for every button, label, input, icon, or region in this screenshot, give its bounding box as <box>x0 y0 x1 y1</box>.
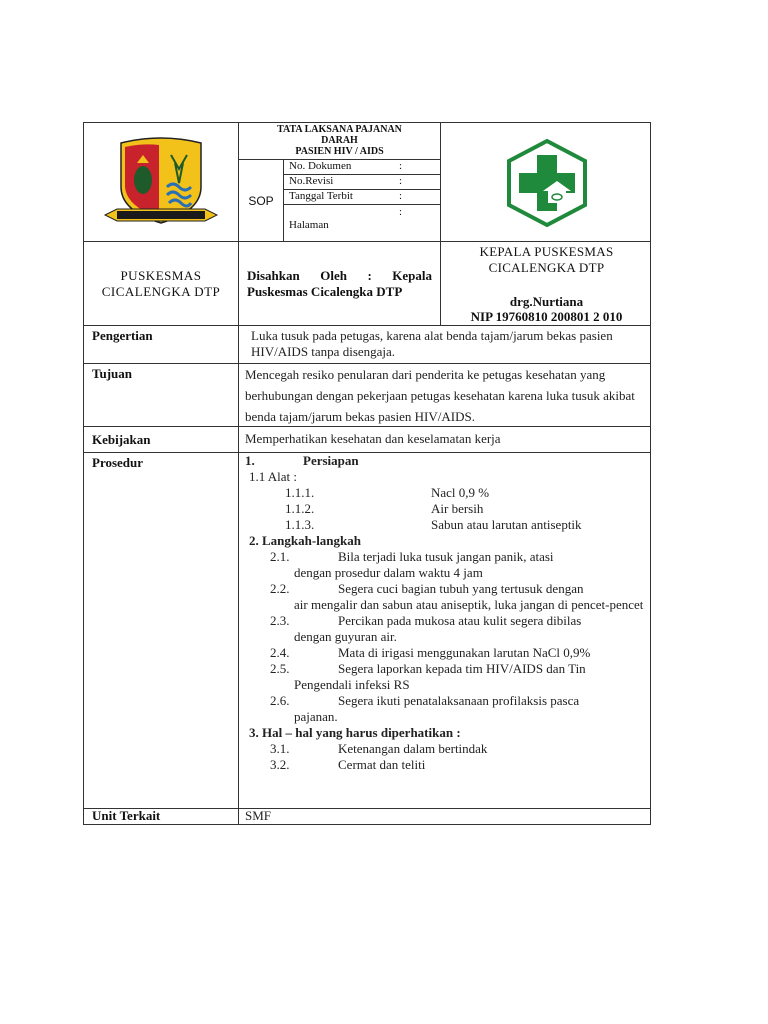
sop-label: SOP <box>239 160 284 242</box>
procedure-steps <box>239 453 652 808</box>
row-prosedur: Prosedur 1. Persiapan 1.1 Alat : 1.1.1. Nacl 0,9 % 1.1.2. Air bersih 1.1.3. Sabun atau larutan antiseptik 2. Langkah-langkah 2.1. Bila terjadi luka tusuk jangan panik, atasi dengan prosedur dalam waktu 4 jam 2.2. Segera cuci bagian tubuh yang tertusuk dengan air mengalir dan sabun atau aniseptik, luka jangan di pencet-pencet 2.3. Percikan pada mukosa atau kulit segera dibilas dengan guyuran air. 2.4. Mata di irigasi menggunakan larutan NaCl 0,9% 2.5. Segera laporkan kepada tim HIV/AIDS dan Tin Pengendali infeksi RS 2.6. Segera ikuti penatalaksanaan profilaksis pasca pajanan. 3. Hal – hal yang harus diperhatikan : 3.1. Ketenangan dalam bertindak 3.2. Cermat dan teliti <box>83 453 651 809</box>
section-hal-diperhatikan: 3. Hal – hal yang harus diperhatikan : <box>249 725 461 740</box>
bandung-regency-crest-icon <box>91 135 231 231</box>
meta-row-no-dokumen: No. Dokumen : <box>284 160 440 175</box>
approval-statement: Disahkan Oleh : Kepala Puskesmas Cicalengka DTP <box>239 242 441 325</box>
list-item: 2.6. Segera ikuti penatalaksanaan profilaksis pasca pajanan. <box>270 693 580 724</box>
head-nip: NIP 19760810 200801 2 010 <box>470 309 623 324</box>
list-item: 3.2. Cermat dan teliti <box>270 757 426 772</box>
approval-row <box>83 242 651 326</box>
list-item: 1.1.2. Air bersih <box>285 501 484 516</box>
sop-document <box>83 122 651 825</box>
meta-row-tanggal-terbit: Tanggal Terbit : <box>284 190 440 205</box>
head-signature: KEPALA PUSKESMAS CICALENGKA DTP drg.Nurtiana NIP 19760810 200801 2 010 <box>441 242 652 325</box>
list-item: 1.1.3. Sabun atau larutan antiseptik <box>285 517 582 532</box>
head-name: drg.Nurtiana <box>509 294 584 309</box>
list-item: 3.1. Ketenangan dalam bertindak <box>270 741 488 756</box>
row-unit-terkait: Unit Terkait SMF <box>83 809 651 825</box>
row-pengertian: Pengertian Luka tusuk pada petugas, karena alat benda tajam/jarum bekas pasien HIV/AIDS tanpa disengaja. <box>83 326 651 364</box>
regency-logo-cell <box>84 123 239 242</box>
document-header <box>83 122 651 242</box>
sop-title: TATA LAKSANA PAJANAN DARAH PASIEN HIV / AIDS <box>239 123 440 160</box>
row-kebijakan: Kebijakan Memperhatikan kesehatan dan keselamatan kerja <box>83 427 651 453</box>
list-item: 2.2. Segera cuci bagian tubuh yang tertusuk dengan air mengalir dan sabun atau aniseptik, luka jangan di pencet-pencet <box>270 581 644 612</box>
document-meta <box>284 160 440 242</box>
section-persiapan: 1. Persiapan <box>245 453 359 468</box>
list-item: 2.1. Bila terjadi luka tusuk jangan panik, atasi dengan prosedur dalam waktu 4 jam <box>270 549 554 580</box>
puskesmas-cross-logo-icon <box>499 135 595 231</box>
puskesmas-name: PUSKESMAS CICALENGKA DTP <box>84 242 239 325</box>
alat-heading: 1.1 Alat : <box>249 469 298 484</box>
sop-info-cell <box>239 123 441 242</box>
meta-row-no-revisi: No.Revisi : <box>284 175 440 190</box>
meta-row-halaman: : Halaman <box>289 206 402 231</box>
row-tujuan: Tujuan Mencegah resiko penularan dari penderita ke petugas kesehatan yang berhubungan dengan pekerjaan petugas kesehatan karena luka tusuk akibat benda tajam/jarum bekas pasien HIV/AIDS. <box>83 364 651 427</box>
puskesmas-logo-cell <box>441 123 652 242</box>
list-item: 2.5. Segera laporkan kepada tim HIV/AIDS dan Tin Pengendali infeksi RS <box>270 661 586 692</box>
list-item: 2.4. Mata di irigasi menggunakan larutan NaCl 0,9% <box>270 645 591 660</box>
section-langkah: 2. Langkah-langkah <box>249 533 361 548</box>
list-item: 2.3. Percikan pada mukosa atau kulit segera dibilas dengan guyuran air. <box>270 613 582 644</box>
list-item: 1.1.1. Nacl 0,9 % <box>285 485 490 500</box>
